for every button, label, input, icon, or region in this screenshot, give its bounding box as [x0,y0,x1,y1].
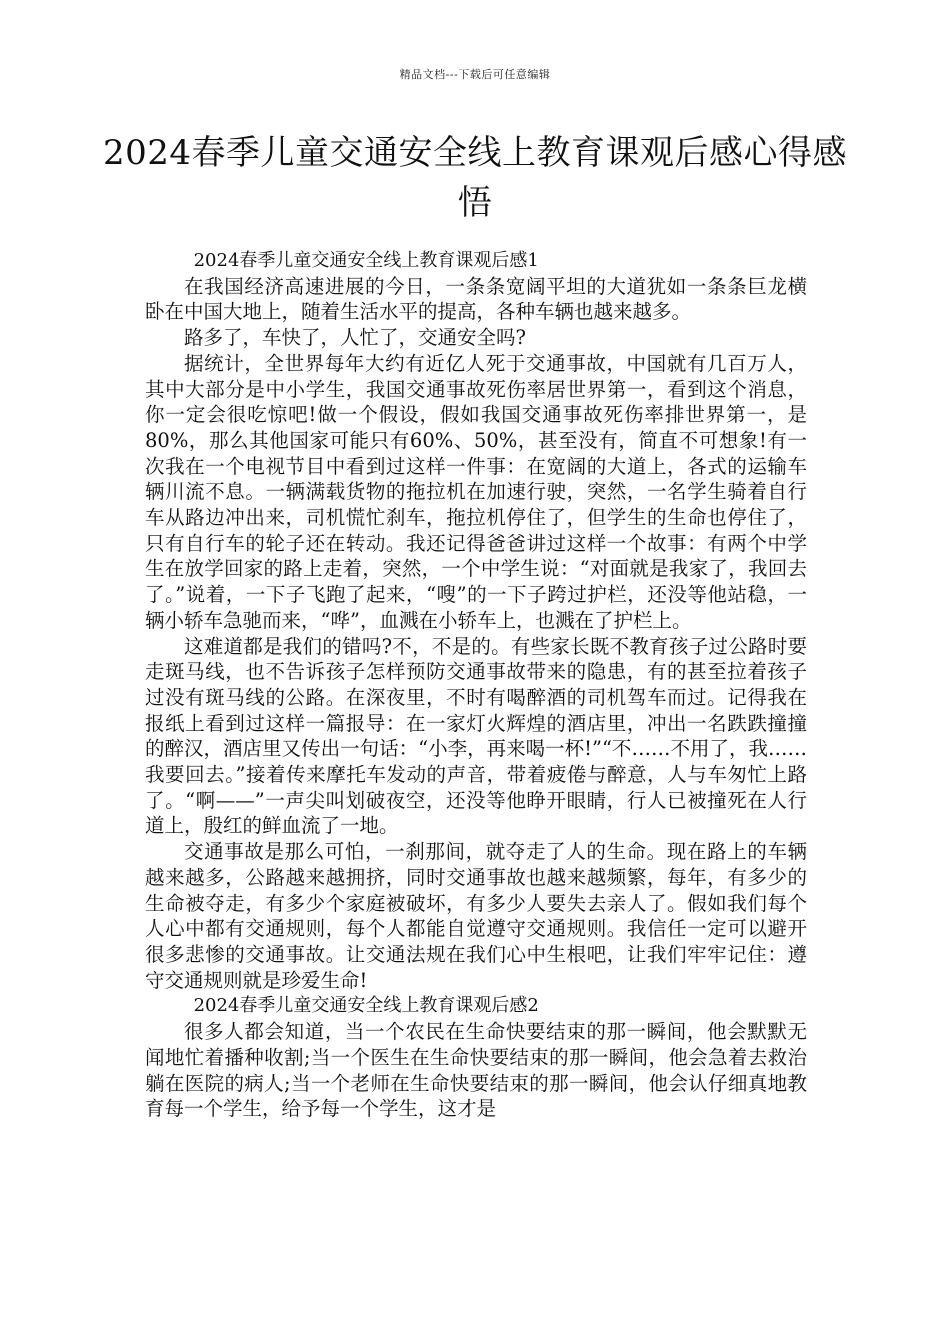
paragraph: 这难道都是我们的错吗?不，不是的。有些家长既不教育孩子过公路时要走斑马线，也不告诉孩子怎样预防交通事故带来的隐患，有的甚至拉着孩子过没有斑马线的公路。在深夜里，不时有喝醉酒的司机驾车而过。记得我在报纸上看到过这样一篇报导：在一家灯火辉煌的酒店里，冲出一名跌跌撞撞的醉汉，酒店里又传出一句话：“小李，再来喝一杯!”“不……不用了，我……我要回去。”接着传来摩托车发动的声音，带着疲倦与醉意，人与车匆忙上路了。“啊——”一声尖叫划破夜空，还没等他睁开眼睛，行人已被撞死在人行道上，殷红的鲜血流了一地。 [145,634,807,838]
page-title: 2024春季儿童交通安全线上教育课观后感心得感悟 [102,133,848,223]
paragraph: 据统计，全世界每年大约有近亿人死于交通事故，中国就有几百万人，其中大部分是中小学生，我国交通事故死伤率居世界第一，看到这个消息，你一定会很吃惊吧!做一个假设，假如我国交通事故死伤率排世界第一，是80%，那么其他国家可能只有60%、50%，甚至没有，简直不可想象!有一次我在一个电视节目中看到过这样一件事：在宽阔的大道上，各式的运输车辆川流不息。一辆满载货物的拖拉机在加速行驶，突然，一名学生骑着自行车从路边冲出来，司机慌忙刹车，拖拉机停住了，但学生的生命也停住了，只有自行车的轮子还在转动。我还记得爸爸讲过这样一个故事：有两个中学生在放学回家的路上走着，突然，一个中学生说：“对面就是我家了，我回去了。”说着，一下子飞跑了起来，“嗖”的一下子跨过护栏，还没等他站稳，一辆小轿车急驰而来，“哗”，血溅在小轿车上，也溅在了护栏上。 [145,351,807,632]
paragraph: 很多人都会知道，当一个农民在生命快要结束的那一瞬间，他会默默无闻地忙着播种收割;当一个医生在生命快要结束的那一瞬间，他会急着去救治躺在医院的病人;当一个老师在生命快要结束的那一瞬间，他会认仔细真地教育每一个学生，给予每一个学生，这才是 [145,1020,807,1121]
paragraph: 交通事故是那么可怕，一刹那间，就夺走了人的生命。现在路上的车辆越来越多，公路越来越拥挤，同时交通事故也越来越频繁，每年，有多少的生命被夺走，有多少个家庭被破坏，有多少人要失去亲人了。假如我们每个人心中都有交通规则，每个人都能自觉遵守交通规则。我信任一定可以避开很多悲惨的交通事故。让交通法规在我们心中生根吧，让我们牢牢记住：遵守交通规则就是珍爱生命! [145,840,807,992]
section-heading-2: 2024春季儿童交通安全线上教育课观后感2 [193,995,539,1017]
header-note: 精品文档---下载后可任意编辑 [399,68,551,81]
section-heading-1: 2024春季儿童交通安全线上教育课观后感1 [193,250,539,271]
paragraph: 在我国经济高速进展的今日，一条条宽阔平坦的大道犹如一条条巨龙横卧在中国大地上，随着生活水平的提高，各种车辆也越来越多。 [145,274,807,324]
document-body [145,248,807,1122]
paragraph: 路多了，车快了，人忙了，交通安全吗? [184,326,526,350]
